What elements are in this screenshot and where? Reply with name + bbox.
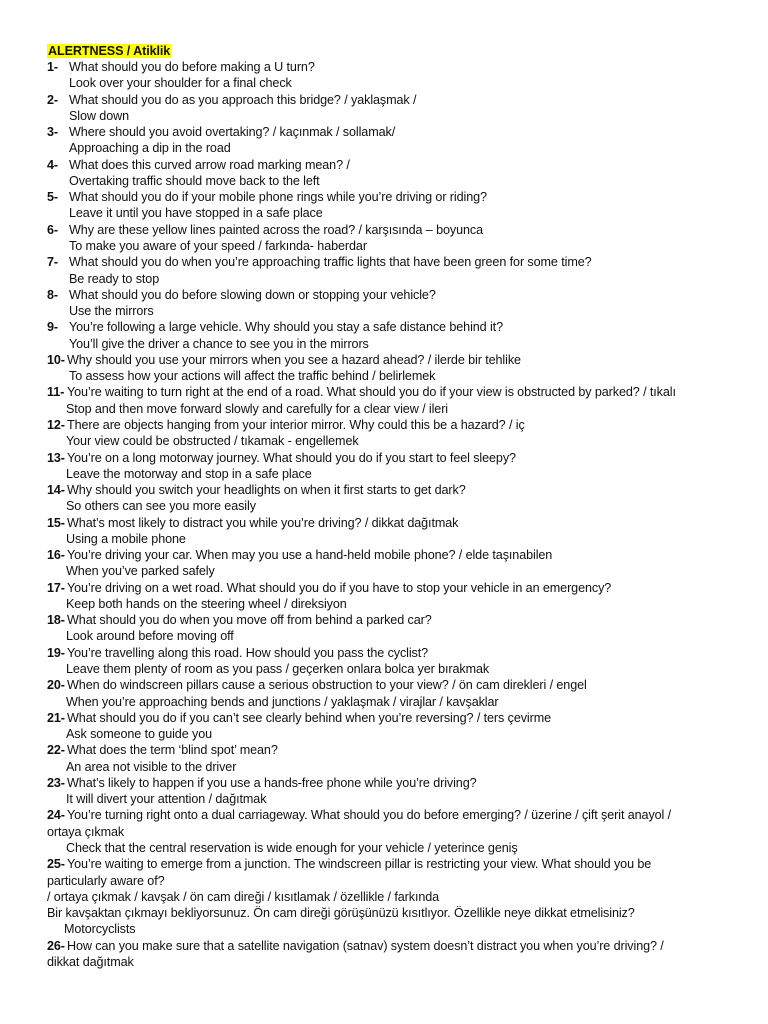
- question-number: 24-: [47, 808, 65, 823]
- question-text: What should you do before making a U turn?: [69, 60, 315, 74]
- answer-text: It will divert your attention / dağıtmak: [66, 792, 267, 807]
- question-text: What does this curved arrow road marking mean? /: [69, 157, 350, 172]
- question-text: What should you do before slowing down or stopping your vehicle?: [69, 287, 436, 302]
- question-text: You’re turning right onto a dual carriageway. What should you do before emerging? / üzerine / çift şerit anayol /: [67, 808, 672, 823]
- answer-text: dikkat dağıtmak: [47, 954, 134, 969]
- question-number: 21-: [47, 710, 65, 725]
- answer-line: [47, 954, 134, 970]
- answer-text: You’ll give the driver a chance to see you in the mirrors: [69, 336, 369, 351]
- question-text: What should you do if your mobile phone rings while you’re driving or riding?: [69, 190, 487, 205]
- answer-line: [47, 873, 165, 889]
- question-text: What should you do as you approach this bridge? / yaklaşmak /: [69, 92, 417, 107]
- answer-text: Look over your shoulder for a final check: [69, 76, 292, 91]
- answer-text: / ortaya çıkmak / kavşak / ön cam direği / kısıtlamak / özellikle / farkında: [47, 889, 440, 904]
- answer-line: [66, 791, 266, 807]
- question-number: 12-: [47, 417, 65, 432]
- question-line: [47, 710, 551, 726]
- question-number: 13-: [47, 450, 65, 465]
- answer-line: [66, 726, 212, 742]
- answer-text: Be ready to stop: [69, 271, 160, 286]
- question-number: 18-: [47, 613, 65, 628]
- question-number: 10-: [47, 352, 65, 367]
- question-number: 11-: [47, 385, 65, 400]
- answer-text: Look around before moving off: [66, 629, 234, 644]
- answer-line: [69, 336, 369, 352]
- answer-line: [69, 75, 292, 91]
- answer-line: [66, 531, 186, 547]
- answer-text: Using a mobile phone: [66, 531, 186, 546]
- question-line: [47, 482, 466, 498]
- document-title: [47, 43, 171, 59]
- question-number: 6-: [47, 222, 58, 237]
- answer-line: [66, 433, 359, 449]
- answer-line: [64, 921, 135, 937]
- question-text: What does the term ‘blind spot’ mean?: [67, 743, 278, 758]
- answer-line: [66, 694, 499, 710]
- answer-text: Stop and then move forward slowly and carefully for a clear view / ileri: [66, 401, 448, 416]
- answer-text: Motorcyclists: [64, 922, 136, 937]
- question-line: [47, 742, 278, 758]
- answer-text: Use the mirrors: [69, 304, 154, 318]
- answer-text: Overtaking traffic should move back to the left: [69, 173, 320, 188]
- question-number: 20-: [47, 678, 65, 693]
- answer-text: Keep both hands on the steering wheel / direksiyon: [66, 596, 347, 611]
- answer-line: [66, 759, 236, 775]
- question-line: [47, 775, 477, 791]
- question-line: [47, 352, 521, 368]
- question-text: You’re driving your car. When may you use a hand-held mobile phone? / elde taşınabilen: [67, 548, 553, 563]
- answer-text: ortaya çıkmak: [47, 824, 125, 839]
- question-text: What’s likely to happen if you use a hands-free phone while you’re driving?: [67, 775, 477, 790]
- question-text: You’re waiting to turn right at the end of a road. What should you do if your view is obstructed by parked? / tıkalı: [67, 385, 676, 400]
- question-number: 7-: [47, 255, 58, 270]
- question-line: [47, 645, 428, 661]
- answer-text: Leave it until you have stopped in a safe place: [69, 206, 323, 221]
- question-number: 15-: [47, 515, 65, 530]
- question-line: [47, 157, 350, 173]
- question-line: [47, 287, 436, 303]
- answer-text: Your view could be obstructed / tıkamak - engellemek: [66, 434, 359, 449]
- question-line: [47, 319, 503, 335]
- question-line: [47, 450, 516, 466]
- question-line: [47, 856, 651, 872]
- title-highlight: ALERTNESS / Atiklik: [48, 44, 171, 58]
- answer-line: [69, 108, 129, 124]
- question-number: 8-: [47, 287, 58, 302]
- question-text: Why should you switch your headlights on when it first starts to get dark?: [67, 483, 466, 497]
- question-line: [47, 547, 552, 563]
- question-text: Why are these yellow lines painted across the road? / karşısında – boyunca: [69, 222, 484, 237]
- question-number: 23-: [47, 775, 65, 790]
- question-line: [47, 612, 432, 628]
- answer-text: Approaching a dip in the road: [69, 141, 231, 156]
- question-line: [47, 222, 483, 238]
- answer-line: [69, 173, 320, 189]
- question-number: 5-: [47, 190, 58, 205]
- question-text: What should you do if you can’t see clearly behind when you’re reversing? / ters çevirme: [67, 710, 552, 725]
- answer-line: [69, 205, 323, 221]
- question-line: [47, 59, 315, 75]
- answer-line: [66, 596, 347, 612]
- answer-text: Leave the motorway and stop in a safe place: [66, 466, 312, 481]
- answer-line: [66, 466, 312, 482]
- question-text: You’re following a large vehicle. Why should you stay a safe distance behind it?: [69, 320, 503, 335]
- answer-line: [66, 661, 489, 677]
- answer-text: To make you aware of your speed / farkında- haberdar: [69, 239, 367, 253]
- question-number: 22-: [47, 743, 65, 758]
- answer-text: An area not visible to the driver: [66, 759, 237, 774]
- question-number: 14-: [47, 483, 65, 497]
- question-line: [47, 417, 525, 433]
- question-line: [47, 124, 395, 140]
- question-number: 25-: [47, 857, 65, 872]
- answer-text: So others can see you more easily: [66, 499, 256, 514]
- answer-text: Ask someone to guide you: [66, 727, 213, 742]
- question-number: 19-: [47, 645, 65, 660]
- question-text: What should you do when you’re approaching traffic lights that have been green for some time?: [69, 255, 592, 270]
- question-text: You’re travelling along this road. How should you pass the cyclist?: [67, 645, 429, 660]
- question-number: 26-: [47, 938, 65, 953]
- answer-text: When you’re approaching bends and junctions / yaklaşmak / virajlar / kavşaklar: [66, 694, 499, 709]
- answer-line: [66, 628, 234, 644]
- question-line: [47, 189, 487, 205]
- question-text: Where should you avoid overtaking? / kaçınmak / sollamak/: [69, 125, 396, 140]
- question-text: What should you do when you move off from behind a parked car?: [67, 613, 432, 628]
- question-text: When do windscreen pillars cause a serious obstruction to your view? / ön cam direkleri / engel: [67, 678, 587, 693]
- question-text: You’re on a long motorway journey. What should you do if you start to feel sleepy?: [67, 450, 516, 465]
- question-text: You’re driving on a wet road. What should you do if you have to stop your vehicle in an emergency?: [67, 580, 612, 595]
- answer-line: [66, 498, 256, 514]
- answer-line: [66, 840, 518, 856]
- answer-line: [47, 905, 635, 921]
- question-number: 2-: [47, 92, 58, 107]
- answer-line: [47, 824, 124, 840]
- question-text: There are objects hanging from your interior mirror. Why could this be a hazard? / iç: [67, 417, 525, 432]
- question-line: [47, 515, 458, 531]
- answer-line: [69, 271, 159, 287]
- question-number: 9-: [47, 320, 58, 335]
- question-number: 1-: [47, 60, 58, 74]
- answer-text: When you’ve parked safely: [66, 564, 215, 579]
- answer-line: [69, 140, 231, 156]
- question-line: [47, 384, 676, 400]
- answer-line: [47, 889, 439, 905]
- answer-line: [66, 401, 448, 417]
- answer-line: [69, 368, 435, 384]
- question-line: [47, 677, 587, 693]
- question-line: [47, 580, 611, 596]
- question-line: [47, 807, 671, 823]
- answer-text: Slow down: [69, 108, 130, 123]
- question-text: Why should you use your mirrors when you see a hazard ahead? / ilerde bir tehlike: [67, 352, 521, 367]
- answer-text: Bir kavşaktan çıkmayı bekliyorsunuz. Ön cam direği görüşünüzü kısıtlıyor. Özellikle neye dikkat etmelisiniz?: [47, 906, 635, 920]
- question-number: 3-: [47, 125, 58, 140]
- question-number: 16-: [47, 548, 65, 563]
- question-line: [47, 254, 592, 270]
- question-number: 17-: [47, 580, 65, 595]
- answer-text: Leave them plenty of room as you pass / geçerken onlara bolca yer bırakmak: [66, 662, 490, 676]
- question-line: [47, 92, 416, 108]
- question-text: You’re waiting to emerge from a junction. The windscreen pillar is restricting your view. What should you be: [67, 857, 652, 872]
- answer-text: particularly aware of?: [47, 873, 165, 888]
- question-number: 4-: [47, 157, 58, 172]
- question-text: What’s most likely to distract you while you’re driving? / dikkat dağıtmak: [67, 515, 459, 530]
- answer-text: Check that the central reservation is wide enough for your vehicle / yeterince geniş: [66, 841, 518, 855]
- answer-line: [69, 238, 367, 254]
- question-text: How can you make sure that a satellite navigation (satnav) system doesn’t distract you when you’re driving? /: [67, 938, 664, 953]
- question-line: [47, 938, 664, 954]
- answer-text: To assess how your actions will affect the traffic behind / belirlemek: [69, 369, 436, 384]
- answer-line: [69, 303, 154, 319]
- answer-line: [66, 563, 215, 579]
